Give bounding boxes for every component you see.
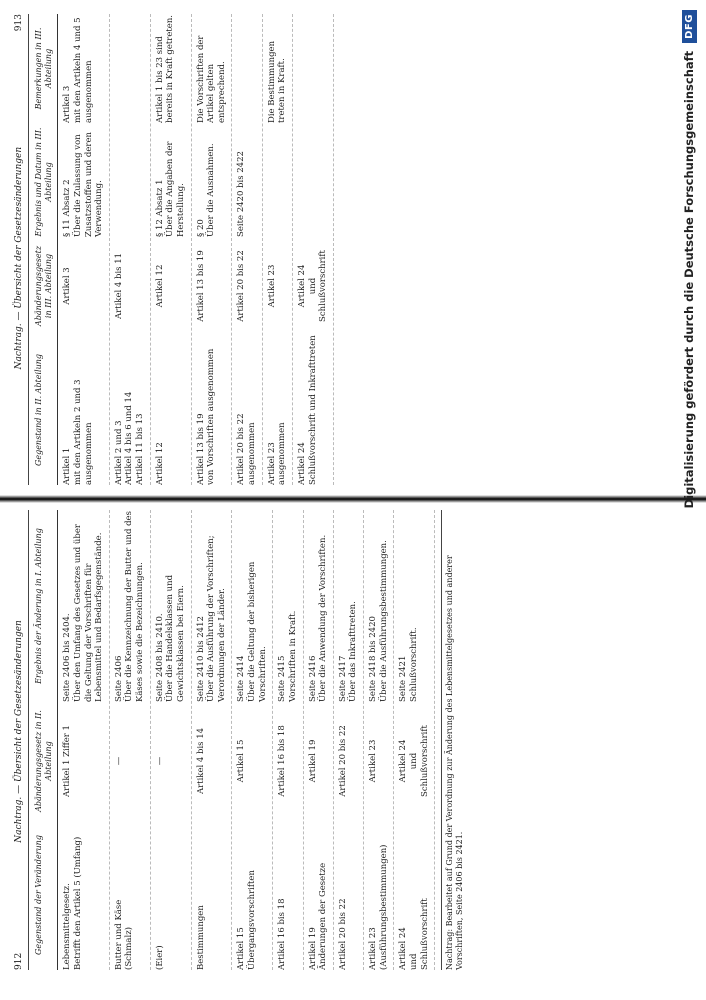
row-result: Seite 2415 Vorschriften in Kraft. (277, 610, 298, 702)
row-result: § 11 Absatz 2 Über die Zulassung von Zusatzstoffen und deren Verwendung. (62, 132, 105, 237)
row-remark: Artikel 1 bis 23 sind bereits in Kraft getreten. (154, 14, 176, 123)
row-result: Seite 2410 bis 2412 Über die Ausführung der Vorschriften; Verordnungen der Länder. (195, 535, 227, 702)
row-reference: Artikel 3 (62, 267, 73, 305)
row-reference: Artikel 12 (154, 264, 165, 308)
table-row (334, 510, 364, 970)
row-subject: Artikel 19 Änderungen der Gesetze (307, 862, 329, 970)
row-reference: Artikel 13 bis 19 (195, 250, 206, 322)
row-subject: Lebensmittelgesetz. Betrifft den Artikel 5 (Umfang) (62, 836, 83, 970)
book-gutter (0, 495, 706, 503)
row-result: Seite 2414 Über die Geltung der bisherigen Vorschriften. (236, 561, 268, 702)
right-table-header (31, 14, 58, 485)
left-column-header: Ergebnis der Änderung in I. Abteilung (34, 528, 44, 684)
row-reference: Artikel 23 (266, 264, 277, 308)
right-column-header: Gegenstand in II. Abteilung (34, 353, 44, 467)
row-change: Artikel 16 bis 18 (277, 725, 288, 797)
table-row (151, 510, 192, 970)
table-row (293, 14, 334, 485)
right-running-title: Nachtrag. — Übersicht der Gesetzesänderungen (14, 146, 24, 370)
row-remark (297, 14, 329, 123)
table-row (364, 510, 394, 970)
row-reference: Artikel 4 bis 11 (113, 252, 124, 320)
row-result: Seite 2416 Über die Anwendung der Vorschriften. (307, 534, 329, 702)
right-page-number: 913 (14, 14, 24, 32)
right-column-header: Bemerkungen in III. Abteilung (34, 27, 54, 110)
row-reference: Artikel 20 bis 22 (236, 250, 247, 322)
row-result: Seite 2408 bis 2410. Über die Handelsklassen und Gewichtsklassen bei Eiern. (154, 574, 186, 702)
row-subject: Artikel 24 und Schlußvorschrift (398, 898, 430, 970)
right-page (0, 0, 706, 495)
row-subject: (Eier) (154, 945, 165, 970)
table-row (192, 510, 233, 970)
row-result: Seite 2418 bis 2420 Über die Ausführungsbestimmungen. (368, 540, 389, 702)
row-subject: Artikel 15 Übergangsvorschriften (236, 870, 257, 970)
dfg-watermark-text: Digitalisierung gefördert durch die Deutsche Forschungsgemeinschaft (682, 50, 696, 509)
row-result: Seite 2420 bis 2422 (236, 151, 247, 237)
right-running-head (14, 14, 29, 485)
left-running-title: Nachtrag. — Übersicht der Gesetzesänderungen (14, 620, 24, 843)
left-table-body (58, 510, 435, 970)
table-row (151, 14, 192, 485)
table-row (232, 14, 262, 485)
row-change: Artikel 4 bis 14 (195, 727, 206, 795)
row-subject: Artikel 23 ausgenommen (266, 422, 288, 485)
row-result (297, 127, 329, 237)
table-row (110, 14, 151, 485)
table-row (263, 14, 293, 485)
row-subject: Artikel 23 (Ausführungsbestimmungen) (368, 844, 389, 970)
row-subject: Artikel 12 (154, 442, 165, 485)
row-subject: Artikel 20 bis 22 ausgenommen (236, 413, 257, 485)
table-row (232, 510, 273, 970)
row-remark: Die Vorschriften der Artikel gelten entsprechend. (195, 35, 227, 123)
table-row (394, 510, 435, 970)
row-subject: Artikel 1 mit den Artikeln 2 und 3 ausgenommen (62, 379, 94, 485)
right-column-header: Abänderungsgesetz in III. Abteilung (34, 245, 54, 327)
row-remark: Artikel 3 mit den Artikeln 4 und 5 ausgenommen (62, 17, 94, 123)
left-page (0, 500, 706, 1000)
row-change: — (154, 756, 165, 766)
row-change: Artikel 24 und Schlußvorschrift (398, 725, 430, 797)
left-page-number: 912 (14, 952, 24, 970)
left-column-header: Abänderungsgesetz in II. Abteilung (34, 710, 54, 812)
row-change: Artikel 1 Ziffer 1 (62, 725, 73, 797)
right-table-body (58, 14, 334, 485)
row-change: Artikel 23 (368, 739, 378, 783)
row-subject: Bestimmungen (195, 905, 206, 970)
row-remark (114, 14, 146, 123)
row-subject: Butter und Käse (Schmalz) (113, 899, 135, 970)
row-change: Artikel 19 (307, 739, 318, 783)
row-result: Seite 2417 Über das Inkrafttreten. (337, 601, 359, 702)
dfg-logo-icon: DFG (682, 10, 697, 43)
row-subject: Artikel 24 Schlußvorschrift und Inkrafttreten (296, 335, 318, 485)
table-row (192, 14, 233, 485)
row-result: Seite 2406 bis 2404. Über den Umfang des Gesetzes und über die Geltung der Vorschriften für Lebensmittel und Bedarfsgegenstände. (62, 524, 105, 702)
table-row (110, 510, 151, 970)
table-row (304, 510, 334, 970)
left-table-header (31, 510, 58, 970)
row-result (267, 127, 288, 237)
row-result (114, 127, 146, 237)
row-reference: Artikel 24 und Schlußvorschrift (296, 250, 329, 322)
left-running-head (14, 510, 29, 970)
row-change: Artikel 20 bis 22 (337, 725, 348, 797)
table-row (58, 14, 110, 485)
row-subject: Artikel 16 bis 18 (277, 898, 288, 970)
row-remark (236, 14, 257, 123)
row-subject: Artikel 20 bis 22 (337, 898, 348, 970)
row-result: § 20 Über die Ausnahmen. (195, 143, 217, 237)
row-change: Artikel 15 (236, 739, 247, 783)
dfg-watermark-band (672, 0, 706, 1000)
table-row (58, 510, 110, 970)
row-subject: Artikel 2 und 3 Artikel 4 bis 6 und 14 Artikel 11 bis 13 (113, 391, 145, 485)
left-column-header: Gegenstand der Veränderung (34, 835, 44, 955)
left-footnote: Nachtrag: Bearbeitet auf Grund der Verordnung zur Änderung des Lebensmittelgesetzes und anderer Vorschriften, Seite 2406 bis 2421. (441, 510, 465, 970)
row-result: Seite 2421 Schlußvorschrift. (398, 627, 419, 702)
right-column-header: Ergebnis und Datum in III. Abteilung (34, 127, 54, 237)
row-result: § 12 Absatz 1 Über die Angaben der Herstellung. (154, 141, 186, 237)
table-row (273, 510, 303, 970)
row-remark: Die Bestimmungen treten in Kraft. (266, 40, 288, 123)
row-result: Seite 2406 Über die Kennzeichnung der Butter und des Käses sowie die Bezeichnungen. (113, 511, 145, 702)
row-change: — (113, 756, 124, 766)
row-subject: Artikel 13 bis 19 von Vorschriften ausgenommen (195, 348, 217, 485)
